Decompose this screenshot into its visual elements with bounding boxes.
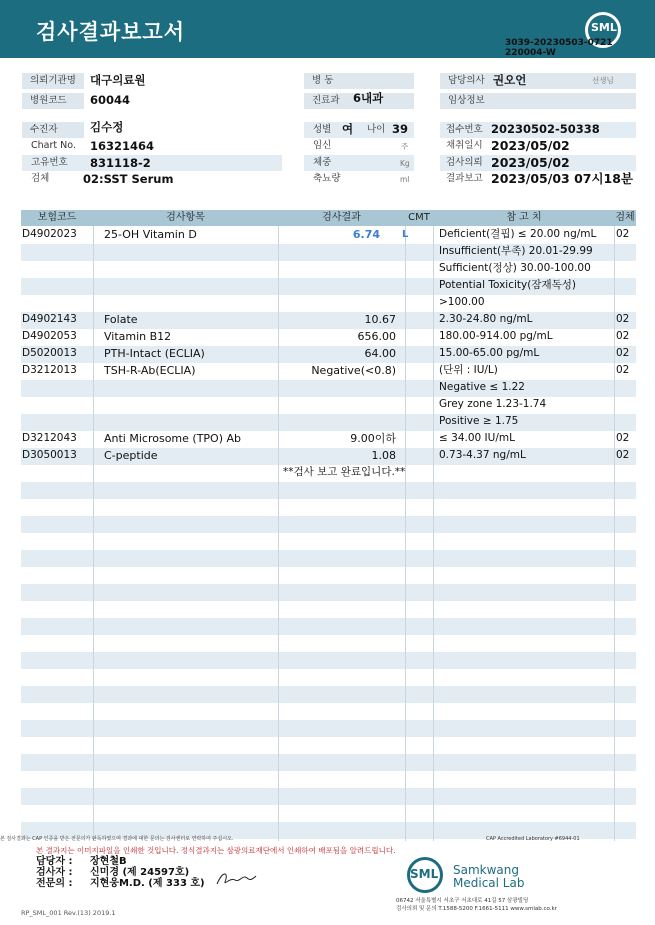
header-result: 검사결과 — [322, 212, 361, 223]
sml-logo-text: SML — [591, 21, 617, 34]
row-test-item: PTH-Intact (ECLIA) — [104, 347, 205, 360]
sex-value: 여 — [342, 122, 354, 136]
row-reference-range: (단위 : IU/L) — [439, 364, 498, 376]
weight-label: 체중 — [313, 157, 332, 168]
row-test-item: C-peptide — [104, 449, 158, 462]
row-reference-range: 2.30-24.80 ng/mL — [439, 313, 533, 325]
table-stripe — [21, 584, 636, 601]
report-date-value: 2023/05/03 07시18분 — [491, 171, 634, 186]
age-value: 39 — [392, 122, 409, 136]
row-test-item: Vitamin B12 — [104, 330, 172, 343]
table-stripe — [21, 482, 636, 499]
row-reference-range: 0.73-4.37 ng/mL — [439, 449, 526, 461]
cap-note: CAP Accredited Laboratory #6944-01 — [486, 836, 580, 842]
row-insurance-code: D4902023 — [22, 228, 77, 240]
table-stripe — [21, 652, 636, 669]
row-specimen: 02 — [616, 228, 630, 240]
specimen-value: 02:SST Serum — [83, 172, 174, 186]
row-reference-range: Insufficient(부족) 20.01-29.99 — [439, 245, 593, 257]
row-reference-range: Potential Toxicity(잠재독성) — [439, 279, 576, 291]
row-insurance-code: D3212043 — [22, 432, 77, 444]
row-result: 10.67 — [364, 313, 396, 326]
row-specimen: 02 — [616, 432, 630, 444]
specimen-label: 검체 — [31, 173, 50, 184]
ward-label: 병 동 — [304, 73, 414, 89]
row-specimen: 02 — [616, 449, 630, 461]
chart-label: Chart No. — [31, 140, 76, 151]
table-stripe — [21, 720, 636, 737]
header-reference: 참 고 치 — [506, 212, 542, 223]
row-reference-range: 180.00-914.00 pg/mL — [439, 330, 553, 342]
pregnancy-unit: 주 — [401, 142, 409, 151]
signature-icon — [215, 868, 257, 888]
supervisor-value: 장현철B — [90, 856, 127, 867]
row-specimen: 02 — [616, 313, 630, 325]
institution-label: 의뢰기관명 — [22, 73, 84, 89]
print-notice: 본 결과지는 이미지파일을 인쇄한 것입니다. 정식결과지는 삼광의료재단에서 인쇄하여 배포됨을 알려드립니다. — [36, 846, 396, 855]
institution-value: 대구의료원 — [90, 73, 146, 87]
row-result: 64.00 — [364, 347, 396, 360]
row-test-item: Anti Microsome (TPO) Ab — [104, 432, 242, 445]
header-cmt: CMT — [408, 212, 430, 223]
row-result: 656.00 — [357, 330, 396, 343]
row-reference-range: Sufficient(정상) 30.00-100.00 — [439, 262, 591, 274]
row-reference-range: ≤ 34.00 IU/mL — [439, 432, 515, 444]
patient-value: 김수정 — [90, 120, 124, 134]
header-code: 보험코드 — [37, 212, 77, 223]
row-reference-range: Positive ≥ 1.75 — [439, 415, 519, 427]
row-test-item: Folate — [104, 313, 138, 326]
request-date-value: 2023/05/02 — [491, 155, 570, 170]
row-low-flag: L — [402, 229, 409, 240]
row-insurance-code: D5020013 — [22, 347, 77, 359]
weight-unit: Kg — [400, 159, 410, 168]
row-reference-range: Deficient(결핍) ≤ 20.00 ng/mL — [439, 228, 597, 240]
table-stripe — [21, 618, 636, 635]
table-stripe — [21, 686, 636, 703]
id-label: 고유번호 — [31, 157, 68, 168]
chart-value: 16321464 — [90, 139, 155, 153]
col-divider — [405, 226, 406, 841]
table-stripe — [21, 414, 636, 431]
col-divider — [614, 226, 615, 841]
col-divider — [433, 226, 434, 841]
table-stripe — [21, 788, 636, 805]
document-number-line2: 220004-W — [505, 48, 556, 58]
department-value: 6내과 — [353, 91, 384, 105]
doctor-label: 담당의사 — [440, 73, 636, 89]
report-date-label: 결과보고 — [446, 173, 483, 184]
receipt-no-label: 접수번호 — [446, 124, 483, 135]
table-stripe — [21, 516, 636, 533]
col-divider — [278, 226, 279, 841]
table-stripe — [21, 380, 636, 397]
sml-footer-logo-text: SML — [410, 867, 439, 881]
row-result: Negative(<0.8) — [311, 364, 396, 377]
pregnancy-label: 임신 — [313, 140, 332, 151]
company-name-line2: Medical Lab — [453, 876, 525, 890]
row-result: 1.08 — [371, 449, 396, 462]
header-item: 검사항목 — [166, 212, 205, 223]
sex-label: 성별 — [313, 124, 332, 135]
report-complete-note: **검사 보고 완료입니다.** — [283, 466, 406, 478]
col-divider — [93, 226, 94, 841]
row-insurance-code: D3212013 — [22, 364, 77, 376]
row-reference-range: >100.00 — [439, 296, 485, 308]
examiner-value: 신미경 (제 24597호) — [90, 867, 190, 878]
table-stripe — [21, 550, 636, 567]
age-label: 나이 — [367, 124, 386, 135]
clinical-info-label: 임상정보 — [440, 93, 636, 109]
row-insurance-code: D3050013 — [22, 449, 77, 461]
form-number: RP_SML_001 Rev.(13) 2019.1 — [21, 909, 116, 917]
row-reference-range: Negative ≤ 1.22 — [439, 381, 525, 393]
company-address: 06742 서울특별시 서초구 서초대로 41길 57 삼광빌딩 — [396, 898, 529, 904]
doctor-suffix: 선생님 — [592, 76, 614, 85]
row-insurance-code: D4902053 — [22, 330, 77, 342]
company-name-line1: Samkwang — [453, 863, 519, 877]
collection-date-value: 2023/05/02 — [491, 138, 570, 153]
supervisor-label: 담당자 : — [36, 856, 73, 867]
collection-date-label: 채취일시 — [446, 140, 483, 151]
patient-label: 수진자 — [22, 122, 84, 138]
doctor-value: 권오언 — [493, 73, 527, 87]
footer-small-note: 본 검사결과는 CAP 인증을 받은 전문의가 판독하였으며 결과에 대한 문의는 검사센터로 연락하여 주십시오. — [0, 836, 234, 842]
hospital-code-value: 60044 — [90, 93, 131, 107]
specialist-value: 지현웅M.D. (제 333 호) — [90, 878, 205, 889]
row-specimen: 02 — [616, 364, 630, 376]
urine-label: 축뇨량 — [313, 173, 341, 184]
row-test-item: TSH-R-Ab(ECLIA) — [104, 364, 196, 377]
row-specimen: 02 — [616, 347, 630, 359]
row-specimen: 02 — [616, 330, 630, 342]
request-date-label: 검사의뢰 — [446, 157, 483, 168]
urine-unit: ml — [400, 175, 410, 184]
hospital-code-label: 병원코드 — [22, 93, 84, 109]
receipt-no-value: 20230502-50338 — [491, 122, 600, 136]
examiner-label: 검사자 : — [36, 867, 73, 878]
specialist-label: 전문의 : — [36, 878, 73, 889]
department-label: 진료과 — [304, 93, 414, 109]
row-insurance-code: D4902143 — [22, 313, 77, 325]
row-test-item: 25-OH Vitamin D — [104, 228, 197, 241]
company-contact: 검사의뢰 및 문의 T.1588-5200 F.1661-5111 www.smlab.co.kr — [396, 906, 557, 912]
document-number-line1: 3039-20230503-0721 — [505, 38, 613, 48]
header-specimen: 검체 — [615, 212, 635, 223]
id-value: 831118-2 — [90, 156, 151, 170]
document-number — [505, 38, 613, 58]
table-stripe — [21, 754, 636, 771]
row-reference-range: Grey zone 1.23-1.74 — [439, 398, 547, 410]
row-reference-range: 15.00-65.00 pg/mL — [439, 347, 540, 359]
row-result: 6.74 — [352, 228, 380, 241]
report-title: 검사결과보고서 — [36, 20, 186, 44]
row-result: 9.00이하 — [350, 432, 396, 445]
